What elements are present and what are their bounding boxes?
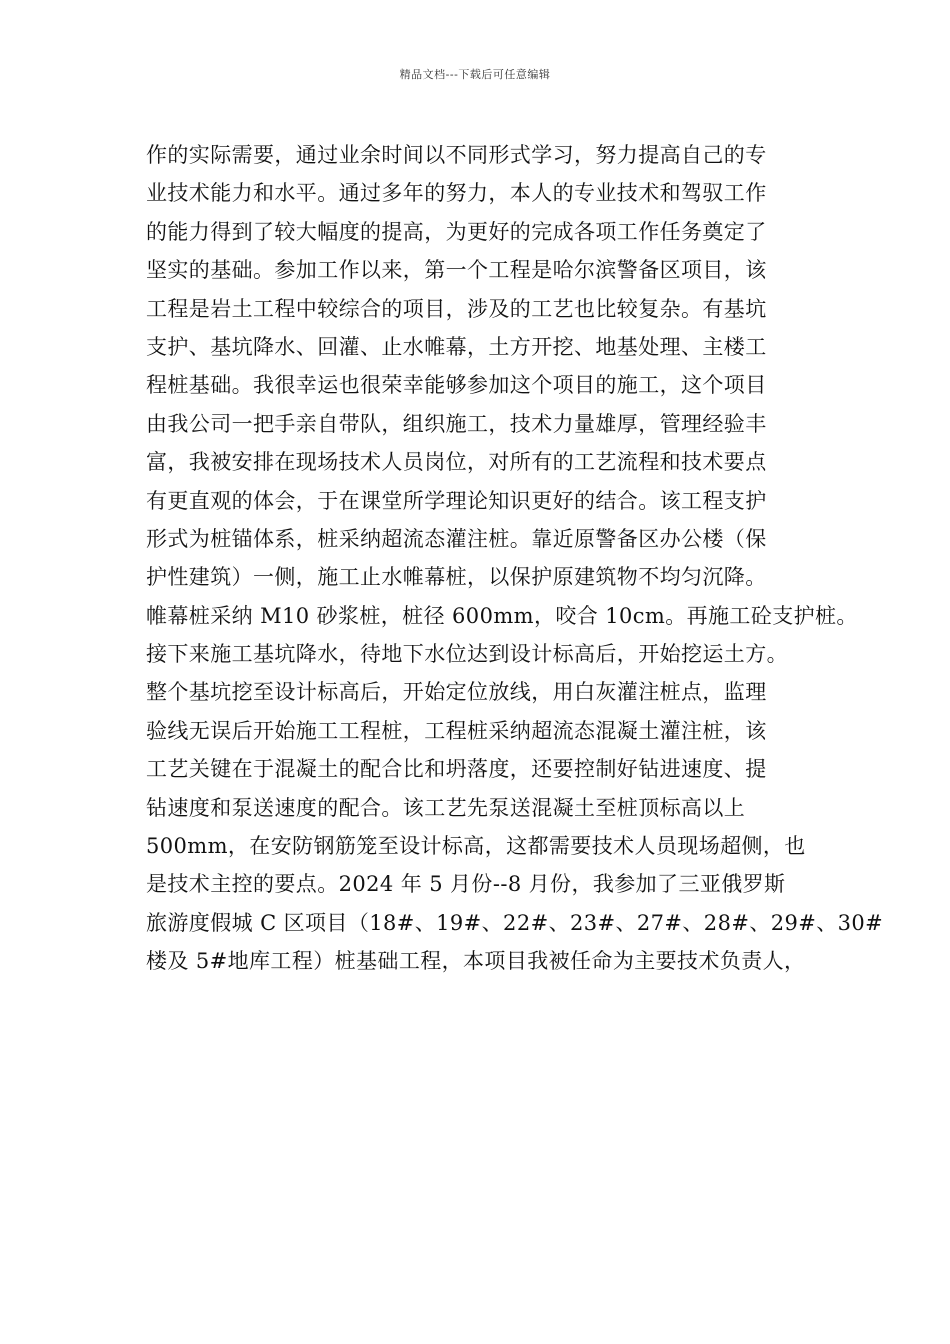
text-line: 整个基坑挖至设计标高后，开始定位放线，用白灰灌注桩点，监理 xyxy=(146,680,767,705)
text-line: 楼及 5#地库工程）桩基础工程，本项目我被任命为主要技术负责人， xyxy=(146,949,806,974)
body-text xyxy=(146,136,884,981)
text-line: 富，我被安排在现场技术人员岗位，对所有的工艺流程和技术要点 xyxy=(146,450,767,475)
text-line: 程桩基础。我很幸运也很荣幸能够参加这个项目的施工，这个项目 xyxy=(146,373,767,398)
text-line: 帷幕桩采纳 M10 砂浆桩，桩径 600mm，咬合 10cm。再施工砼支护桩。 xyxy=(146,603,858,628)
text-line: 作的实际需要，通过业余时间以不同形式学习，努力提高自己的专 xyxy=(146,143,767,167)
text-line: 的能力得到了较大幅度的提高，为更好的完成各项工作任务奠定了 xyxy=(146,219,767,244)
text-line: 有更直观的体会，于在课堂所学理论知识更好的结合。该工程支护 xyxy=(146,488,767,513)
text-line: 工程是岩土工程中较综合的项目，涉及的工艺也比较复杂。有基坑 xyxy=(146,296,767,321)
text-line: 500mm，在安防钢筋笼至设计标高，这都需要技术人员现场超侧，也 xyxy=(146,834,806,859)
text-line: 由我公司一把手亲自带队，组织施工，技术力量雄厚，管理经验丰 xyxy=(146,411,767,436)
text-line: 是技术主控的要点。2024 年 5 月份--8 月份，我参加了三亚俄罗斯 xyxy=(146,872,786,897)
text-line: 支护、基坑降水、回灌、止水帷幕，土方开挖、地基处理、主楼工 xyxy=(146,334,767,359)
text-line: 钻速度和泵送速度的配合。该工艺先泵送混凝土至桩顶标高以上 xyxy=(146,795,746,820)
text-line: 形式为桩锚体系，桩采纳超流态灌注桩。靠近原警备区办公楼（保 xyxy=(146,526,767,551)
page-header: 精品文档---下载后可任意编辑 xyxy=(399,68,551,81)
text-line: 验线无误后开始施工工程桩，工程桩采纳超流态混凝土灌注桩，该 xyxy=(146,718,767,743)
text-line: 旅游度假城 C 区项目（18#、19#、22#、23#、27#、28#、29#、30# xyxy=(146,910,884,935)
text-line: 护性建筑）一侧，施工止水帷幕桩，以保护原建筑物不均匀沉降。 xyxy=(146,565,767,590)
text-line: 工艺关键在于混凝土的配合比和坍落度，还要控制好钻进速度、提 xyxy=(146,757,767,782)
text-line: 业技术能力和水平。通过多年的努力，本人的专业技术和驾驭工作 xyxy=(146,181,767,206)
text-line: 坚实的基础。参加工作以来，第一个工程是哈尔滨警备区项目，该 xyxy=(146,258,767,283)
text-line: 接下来施工基坑降水，待地下水位达到设计标高后，开始挖运土方。 xyxy=(146,642,788,667)
